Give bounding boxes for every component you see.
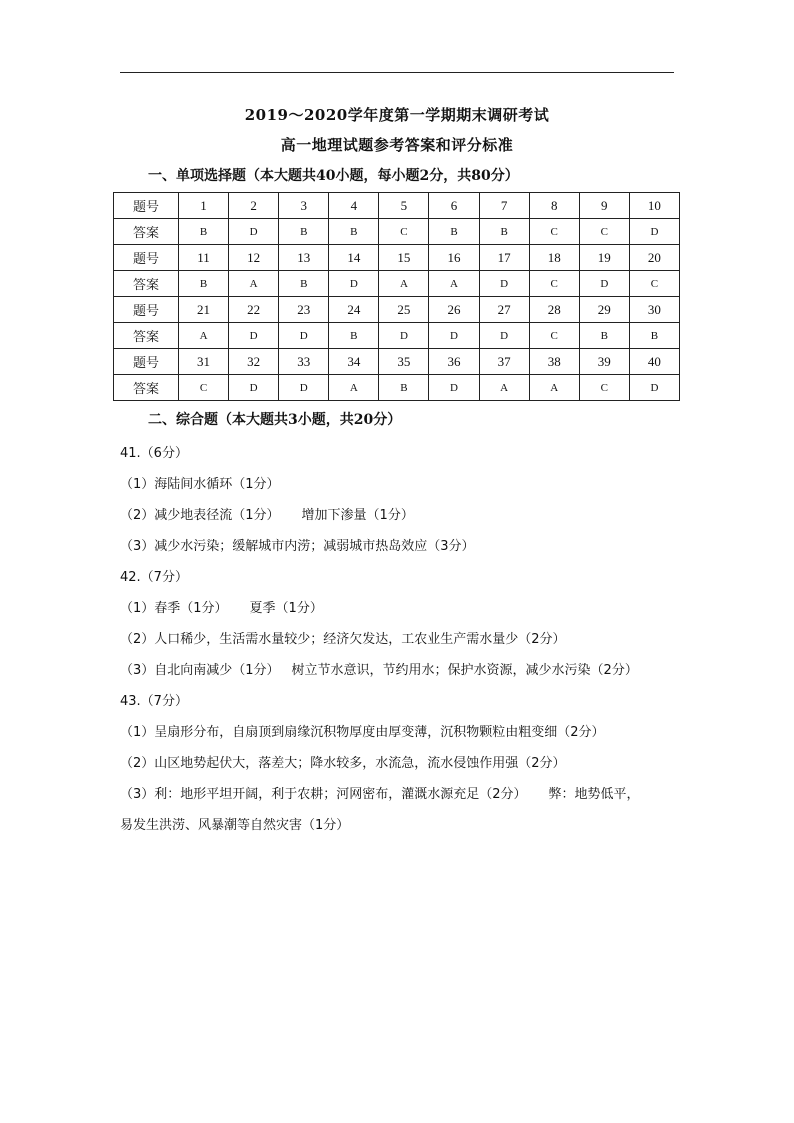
question-number-cell: 28 xyxy=(529,297,579,323)
q43-part2: （2）山区地势起伏大，落差大；降水较多，水流急，流水侵蚀作用强（2分） xyxy=(120,756,566,771)
answer-cell: D xyxy=(479,323,529,349)
answer-cell: A xyxy=(429,271,479,297)
question-number-cell: 21 xyxy=(179,297,229,323)
answer-table xyxy=(113,192,680,401)
question-number-cell: 5 xyxy=(379,193,429,219)
question-number-cell: 27 xyxy=(479,297,529,323)
question-number-cell: 26 xyxy=(429,297,479,323)
q42-part3b: 树立节水意识，节约用水；保护水资源，减少水污染（2分） xyxy=(291,663,638,678)
question-number-cell: 17 xyxy=(479,245,529,271)
question-number-cell: 40 xyxy=(629,349,679,375)
question-number-cell: 31 xyxy=(179,349,229,375)
question-number-cell: 35 xyxy=(379,349,429,375)
question-number-cell: 23 xyxy=(279,297,329,323)
question-number-row xyxy=(114,245,680,271)
answer-cell: D xyxy=(279,375,329,401)
answer-cell: A xyxy=(479,375,529,401)
question-number-cell: 9 xyxy=(579,193,629,219)
question-number-cell: 6 xyxy=(429,193,479,219)
answer-cell: C xyxy=(579,219,629,245)
q43-part3a: （3）利：地形平坦开阔，利于农耕；河网密布，灌溉水源充足（2分） xyxy=(120,787,527,802)
answer-cell: C xyxy=(529,271,579,297)
answer-cell: A xyxy=(529,375,579,401)
answer-cell: B xyxy=(479,219,529,245)
question-number-cell: 15 xyxy=(379,245,429,271)
question-number-cell: 37 xyxy=(479,349,529,375)
question-number-cell: 30 xyxy=(629,297,679,323)
row-label-question: 题号 xyxy=(114,349,179,375)
answer-cell: B xyxy=(179,271,229,297)
row-label-answer: 答案 xyxy=(114,219,179,245)
answer-cell: C xyxy=(529,219,579,245)
answer-row xyxy=(114,271,680,297)
answer-cell: D xyxy=(429,375,479,401)
exam-title: 2019～2020学年度第一学期期末调研考试 xyxy=(244,106,550,124)
question-number-cell: 16 xyxy=(429,245,479,271)
answer-cell: D xyxy=(229,219,279,245)
question-number-cell: 2 xyxy=(229,193,279,219)
question-number-cell: 19 xyxy=(579,245,629,271)
q41-part2 xyxy=(120,504,414,523)
q43-part3 xyxy=(120,783,640,802)
answer-row xyxy=(114,219,680,245)
q43-part3-cont: 易发生洪涝、风暴潮等自然灾害（1分） xyxy=(120,818,350,833)
question-number-cell: 33 xyxy=(279,349,329,375)
answer-cell: B xyxy=(629,323,679,349)
answer-cell: D xyxy=(579,271,629,297)
row-label-answer: 答案 xyxy=(114,323,179,349)
question-number-cell: 4 xyxy=(329,193,379,219)
top-rule xyxy=(120,72,674,73)
answer-cell: C xyxy=(529,323,579,349)
row-label-answer: 答案 xyxy=(114,271,179,297)
q42-part2: （2）人口稀少，生活需水量较少；经济欠发达，工农业生产需水量少（2分） xyxy=(120,632,566,647)
q42-part1a: （1）春季（1分） xyxy=(120,601,228,616)
question-number-cell: 12 xyxy=(229,245,279,271)
answer-cell: B xyxy=(279,271,329,297)
q41-part1: （1）海陆间水循环（1分） xyxy=(120,477,280,492)
answer-cell: D xyxy=(329,271,379,297)
answer-cell: C xyxy=(179,375,229,401)
question-number-row xyxy=(114,297,680,323)
answer-cell: D xyxy=(429,323,479,349)
answer-cell: C xyxy=(629,271,679,297)
question-number-cell: 22 xyxy=(229,297,279,323)
row-label-question: 题号 xyxy=(114,193,179,219)
question-number-row xyxy=(114,193,680,219)
question-number-cell: 7 xyxy=(479,193,529,219)
answer-cell: B xyxy=(329,219,379,245)
answer-cell: C xyxy=(579,375,629,401)
answer-cell: A xyxy=(329,375,379,401)
q42-part1b: 夏季（1分） xyxy=(249,601,323,616)
answer-cell: A xyxy=(229,271,279,297)
question-number-cell: 14 xyxy=(329,245,379,271)
row-label-question: 题号 xyxy=(114,245,179,271)
question-number-cell: 24 xyxy=(329,297,379,323)
exam-subtitle: 高一地理试题参考答案和评分标准 xyxy=(280,136,514,154)
q42-part1 xyxy=(120,597,323,616)
answer-cell: B xyxy=(329,323,379,349)
answer-row xyxy=(114,375,680,401)
section2-heading: 二、综合题（本大题共3小题，共20分） xyxy=(148,412,402,428)
answer-cell: D xyxy=(629,219,679,245)
q43-title: 43.（7分） xyxy=(120,694,188,709)
answer-cell: D xyxy=(229,375,279,401)
answer-cell: D xyxy=(229,323,279,349)
question-number-cell: 1 xyxy=(179,193,229,219)
q42-part3a: （3）自北向南减少（1分） xyxy=(120,663,280,678)
question-number-cell: 10 xyxy=(629,193,679,219)
q41-part2b: 增加下渗量（1分） xyxy=(301,508,414,523)
q41-part3: （3）减少水污染；缓解城市内涝；减弱城市热岛效应（3分） xyxy=(120,539,475,554)
answer-cell: B xyxy=(579,323,629,349)
question-number-cell: 32 xyxy=(229,349,279,375)
question-number-row xyxy=(114,349,680,375)
row-label-answer: 答案 xyxy=(114,375,179,401)
q41-title: 41.（6分） xyxy=(120,446,188,461)
q43-part1: （1）呈扇形分布，自扇顶到扇缘沉积物厚度由厚变薄，沉积物颗粒由粗变细（2分） xyxy=(120,725,605,740)
question-number-cell: 20 xyxy=(629,245,679,271)
question-number-cell: 34 xyxy=(329,349,379,375)
question-number-cell: 29 xyxy=(579,297,629,323)
question-number-cell: 18 xyxy=(529,245,579,271)
answer-cell: B xyxy=(279,219,329,245)
row-label-question: 题号 xyxy=(114,297,179,323)
answer-cell: A xyxy=(379,271,429,297)
answer-cell: D xyxy=(279,323,329,349)
q42-part3 xyxy=(120,659,638,678)
q42-title: 42.（7分） xyxy=(120,570,188,585)
answer-cell: A xyxy=(179,323,229,349)
question-number-cell: 11 xyxy=(179,245,229,271)
question-number-cell: 8 xyxy=(529,193,579,219)
answer-cell: D xyxy=(629,375,679,401)
question-number-cell: 13 xyxy=(279,245,329,271)
answer-cell: D xyxy=(379,323,429,349)
section1-heading: 一、单项选择题（本大题共40小题，每小题2分，共80分） xyxy=(148,168,519,184)
answer-cell: D xyxy=(479,271,529,297)
answer-cell: C xyxy=(379,219,429,245)
question-number-cell: 36 xyxy=(429,349,479,375)
answer-cell: B xyxy=(379,375,429,401)
question-number-cell: 39 xyxy=(579,349,629,375)
answer-cell: B xyxy=(429,219,479,245)
question-number-cell: 38 xyxy=(529,349,579,375)
question-number-cell: 25 xyxy=(379,297,429,323)
q41-part2a: （2）减少地表径流（1分） xyxy=(120,508,280,523)
answer-cell: B xyxy=(179,219,229,245)
answer-row xyxy=(114,323,680,349)
question-number-cell: 3 xyxy=(279,193,329,219)
q43-part3b: 弊：地势低平， xyxy=(548,787,640,802)
